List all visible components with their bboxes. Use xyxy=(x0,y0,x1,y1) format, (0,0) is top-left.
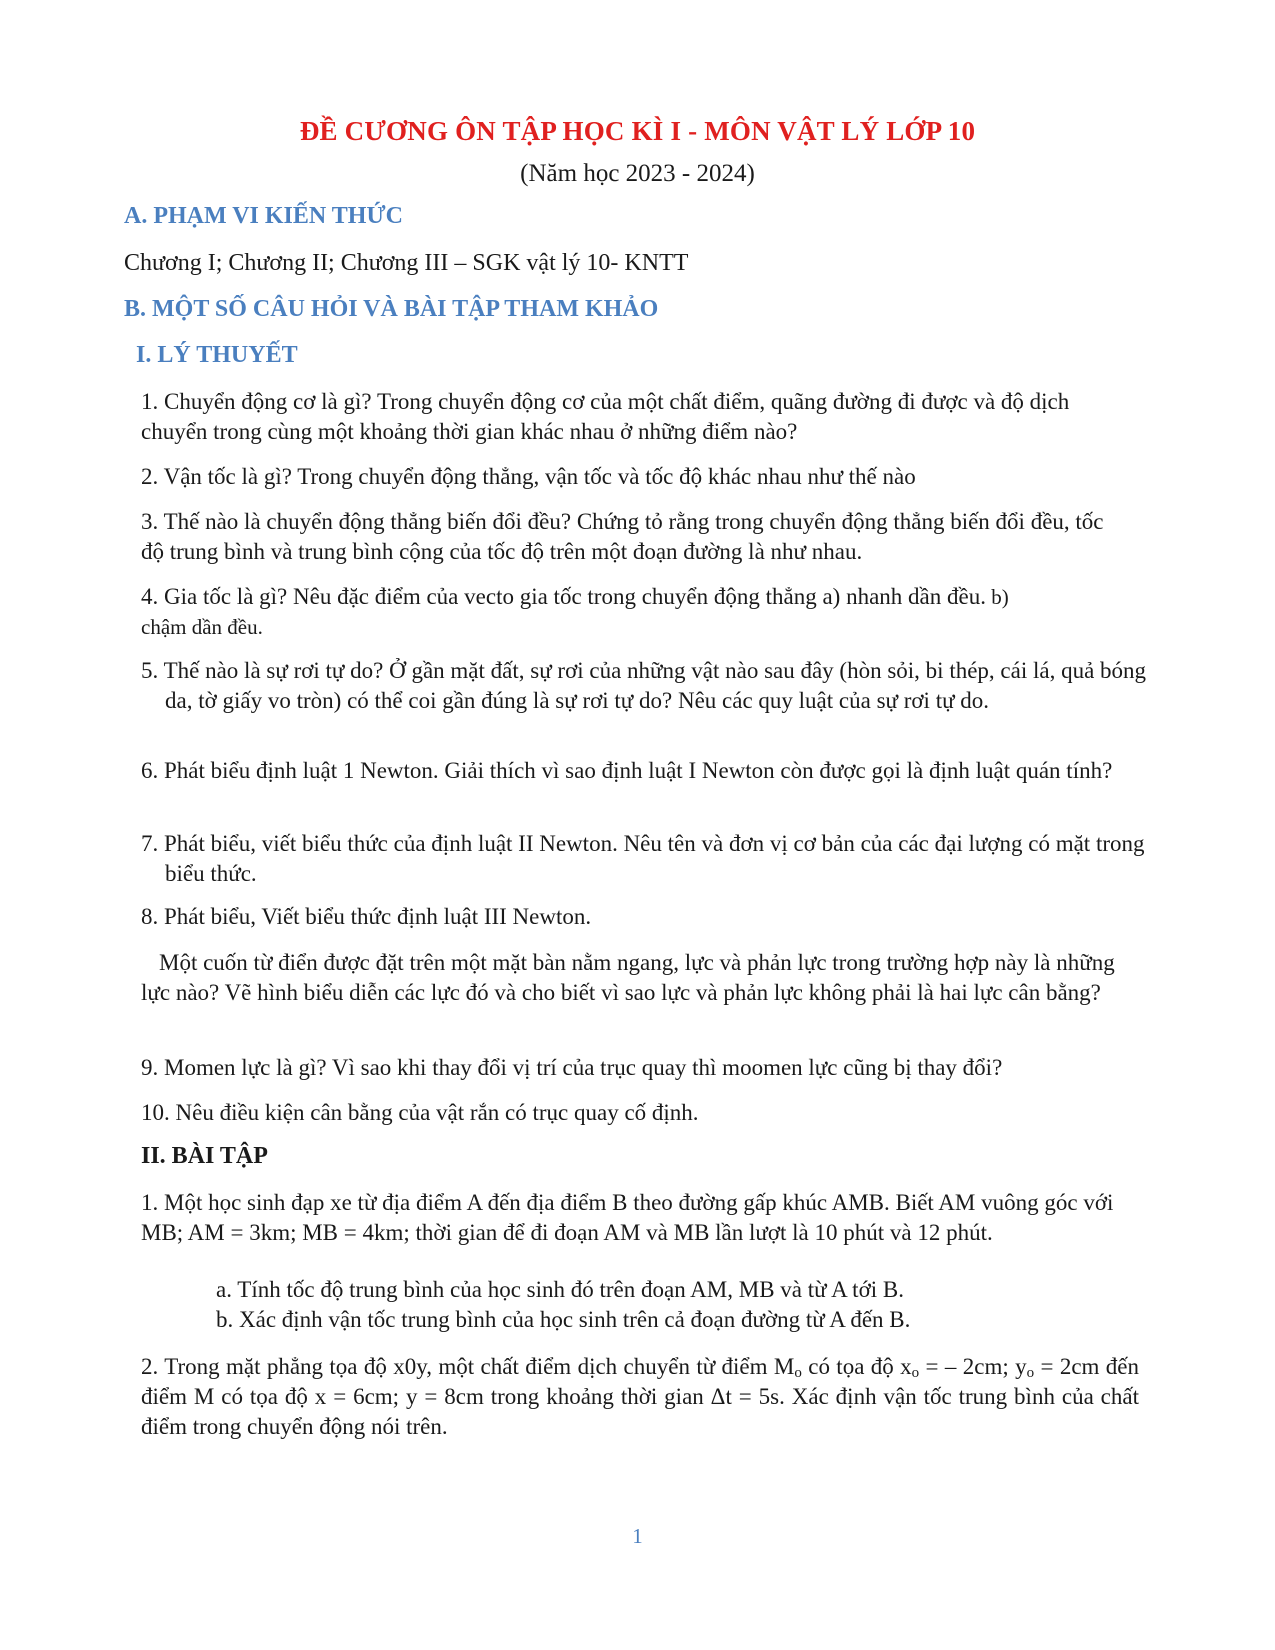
exercise-2 xyxy=(141,1352,1139,1442)
exercises-heading: II. BÀI TẬP xyxy=(141,1143,268,1169)
theory-question-4 xyxy=(141,582,1141,642)
theory-question-4-main: 4. Gia tốc là gì? Nêu đặc điểm của vecto gia tốc trong chuyển động thẳng a) nhanh dần đều. xyxy=(141,584,986,609)
exercise-2-sub1: o xyxy=(794,1365,802,1381)
theory-question-4-line2: chậm dần đều. xyxy=(141,615,263,639)
theory-question-5: 5. Thế nào là sự rơi tự do? Ở gần mặt đất, sự rơi của những vật nào sau đây (hòn sỏi, bi thép, cái lá, quả bóng da, tờ giấy vo tròn) có thể coi gần đúng là sự rơi tự do? Nêu các quy luật của sự rơi tự do. xyxy=(141,658,1147,713)
exercise-2-part4: = 2cm đến điểm M có tọa độ x = 6cm; y = 8cm trong khoảng thời gian Δt = 5s. Xác định vận tốc trung bình của chất điểm trong chuyển động nói trên. xyxy=(141,1354,1139,1439)
theory-question-7: 7. Phát biểu, viết biểu thức của định luật II Newton. Nêu tên và đơn vị cơ bản của các đại lượng có mặt trong biểu thức. xyxy=(141,831,1145,886)
theory-question-2: 2. Vận tốc là gì? Trong chuyển động thẳng, vận tốc và tốc độ khác nhau như thế nào xyxy=(141,464,916,489)
exercise-2-part3: = – 2cm; y xyxy=(919,1354,1027,1379)
exercise-2-sub3: o xyxy=(1026,1365,1035,1381)
exercise-1: 1. Một học sinh đạp xe từ địa điểm A đến địa điểm B theo đường gấp khúc AMB. Biết AM vuông góc với MB; AM = 3km; MB = 4km; thời gian để đi đoạn AM và MB lần lượt là 10 phút và 12 phút. xyxy=(141,1190,1114,1245)
theory-heading: I. LÝ THUYẾT xyxy=(136,342,298,368)
exercise-1a: a. Tính tốc độ trung bình của học sinh đó trên đoạn AM, MB và từ A tới B. xyxy=(216,1277,904,1302)
page-number: 1 xyxy=(632,1524,643,1548)
exercise-2-sub2: o xyxy=(911,1365,920,1381)
theory-question-8: 8. Phát biểu, Viết biểu thức định luật III Newton. xyxy=(141,904,592,929)
exercise-2-part1: 2. Trong mặt phẳng tọa độ x0y, một chất điểm dịch chuyển từ điểm M xyxy=(141,1354,795,1379)
theory-question-4-tail: b) xyxy=(985,585,1009,609)
section-a-heading: A. PHẠM VI KIẾN THỨC xyxy=(124,203,403,229)
theory-question-10: 10. Nêu điều kiện cân bằng của vật rắn có trục quay cố định. xyxy=(141,1100,699,1125)
theory-question-1: 1. Chuyển động cơ là gì? Trong chuyển động cơ của một chất điểm, quãng đường đi được và độ dịch chuyển trong cùng một khoảng thời gian khác nhau ở những điểm nào? xyxy=(141,389,1070,444)
exercise-1b: b. Xác định vận tốc trung bình của học sinh trên cả đoạn đường từ A đến B. xyxy=(216,1307,911,1332)
exercise-2-part2: có tọa độ x xyxy=(801,1354,912,1379)
theory-question-9: 9. Momen lực là gì? Vì sao khi thay đổi vị trí của trục quay thì moomen lực cũng bị thay đổi? xyxy=(141,1055,1003,1080)
theory-question-6: 6. Phát biểu định luật 1 Newton. Giải thích vì sao định luật I Newton còn được gọi là định luật quán tính? xyxy=(141,758,1113,783)
theory-question-3: 3. Thế nào là chuyển động thẳng biến đổi đều? Chứng tỏ rằng trong chuyển động thẳng biến đổi đều, tốc độ trung bình và trung bình cộng của tốc độ trên một đoạn đường là như nhau. xyxy=(141,509,1104,564)
section-a-text: Chương I; Chương II; Chương III – SGK vật lý 10- KNTT xyxy=(124,250,689,276)
document-title: ĐỀ CƯƠNG ÔN TẬP HỌC KÌ I - MÔN VẬT LÝ LỚP 10 xyxy=(299,116,976,146)
section-b-heading: B. MỘT SỐ CÂU HỎI VÀ BÀI TẬP THAM KHẢO xyxy=(124,296,659,322)
document-subtitle: (Năm học 2023 - 2024) xyxy=(520,160,755,187)
theory-question-8-extra: Một cuốn từ điển được đặt trên một mặt bàn nằm ngang, lực và phản lực trong trường hợp này là những lực nào? Vẽ hình biểu diễn các lực đó và cho biết vì sao lực và phản lực không phải là hai lực cân bằng? xyxy=(141,950,1115,1005)
